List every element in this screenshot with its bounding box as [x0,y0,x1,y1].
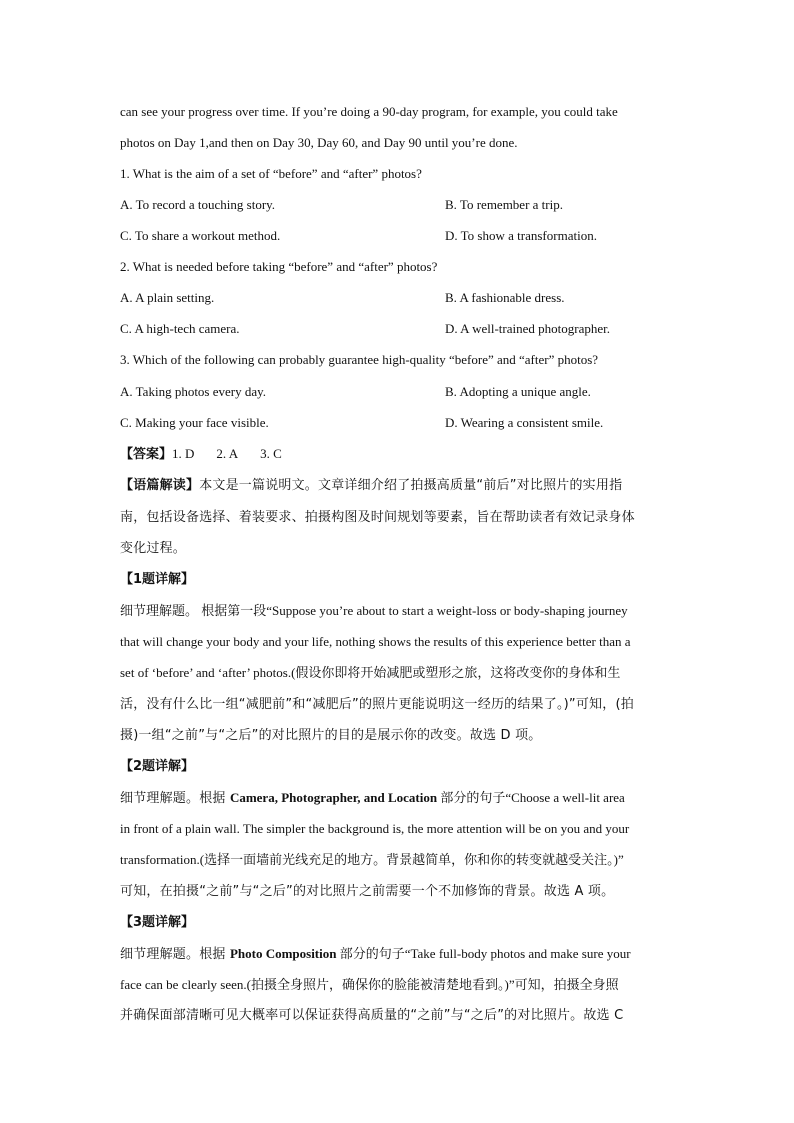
question-2-option-a: A. A plain setting. [120,290,215,305]
answer-line [120,446,304,463]
q1-detail-line-5: 摄)一组“之前”与“之后”的对比照片的目的是展示你的改变。故选 D 项。 [120,728,542,743]
question-1-option-c: C. To share a workout method. [120,228,281,243]
passage-line-1: can see your progress over time. If you’re doing a 90-day program, for example, you could take [120,104,618,119]
question-2-option-b: B. A fashionable dress. [445,290,565,305]
q1-detail-line-3: set of ‘before’ and ‘after’ photos.(假设你即将开始减肥或塑形之旅，这将改变你的身体和生 [120,665,621,680]
q2-detail-line-2: in front of a plain wall. The simpler the background is, the more attention will be on you and your [120,821,630,836]
q2-detail-line-3: transformation.(选择一面墙前光线充足的地方。背景越简单，你和你的转变就越受关注。)” [120,852,624,867]
question-1-option-b: B. To remember a trip. [445,197,563,212]
question-3-option-d: D. Wearing a consistent smile. [445,415,604,430]
q1-detail-line-1: 细节理解题。 根据第一段“Suppose you’re about to start a weight-loss or body-shaping journey [120,603,628,618]
analysis-label: 【语篇解读】 [120,478,200,493]
question-1-option-a: A. To record a touching story. [120,197,276,212]
analysis-line-2: 南，包括设备选择、着装要求、拍摄构图及时间规划等要素，旨在帮助读者有效记录身体 [120,510,635,525]
analysis-text-1: 本文是一篇说明文。文章详细介绍了拍摄高质量“前后”对比照片的实用指 [199,478,623,493]
question-2-option-d: D. A well-trained photographer. [445,321,610,336]
question-2-option-c: C. A high-tech camera. [120,321,240,336]
q2-detail-line-1: 细节理解题。根据 Camera, Photographer, and Location 部分的句子“Choose a well-lit area [120,790,625,806]
q3-detail-line-3: 并确保面部清晰可见大概率可以保证获得高质量的“之前”与“之后”的对比照片。故选 C [120,1008,624,1023]
question-1-option-d: D. To show a transformation. [445,228,597,243]
analysis-line-1 [120,478,622,494]
question-2-stem: 2. What is needed before taking “before” and “after” photos? [120,259,438,274]
q3-detail-heading: 【3题详解】 [120,915,195,930]
q2-detail-heading: 【2题详解】 [120,759,195,774]
answer-3: 3. C [260,446,282,461]
analysis-line-3: 变化过程。 [120,541,187,556]
q1-detail-line-2: that will change your body and your life, nothing shows the results of this experience better than a [120,634,631,649]
answer-2: 2. A [216,446,239,461]
answer-label: 【答案】 [120,447,173,462]
q2-section-name: Camera, Photographer, and Location [229,790,438,805]
question-3-option-b: B. Adopting a unique angle. [445,384,591,399]
q3-detail-line-2: face can be clearly seen.(拍摄全身照片，确保你的脸能被清楚地看到。)”可知，拍摄全身照 [120,977,619,992]
q3-detail-line-1: 细节理解题。根据 Photo Composition 部分的句子“Take full-body photos and make sure your [120,946,631,962]
question-3-option-a: A. Taking photos every day. [120,384,267,399]
answer-1: 1. D [172,446,195,461]
q3-section-name: Photo Composition [229,946,337,961]
q1-detail-line-4: 活，没有什么比一组“减肥前”和“减肥后”的照片更能说明这一经历的结果了。)”可知，(拍 [120,697,634,712]
question-3-option-c: C. Making your face visible. [120,415,269,430]
passage-line-2: photos on Day 1,and then on Day 30, Day 60, and Day 90 until you’re done. [120,135,518,150]
q1-detail-heading: 【1题详解】 [120,572,195,587]
q2-detail-line-4: 可知，在拍摄“之前”与“之后”的对比照片之前需要一个不加修饰的背景。故选 A 项。 [120,884,615,899]
question-3-stem: 3. Which of the following can probably guarantee high-quality “before” and “after” photos? [120,352,599,367]
question-1-stem: 1. What is the aim of a set of “before” and “after” photos? [120,166,422,181]
